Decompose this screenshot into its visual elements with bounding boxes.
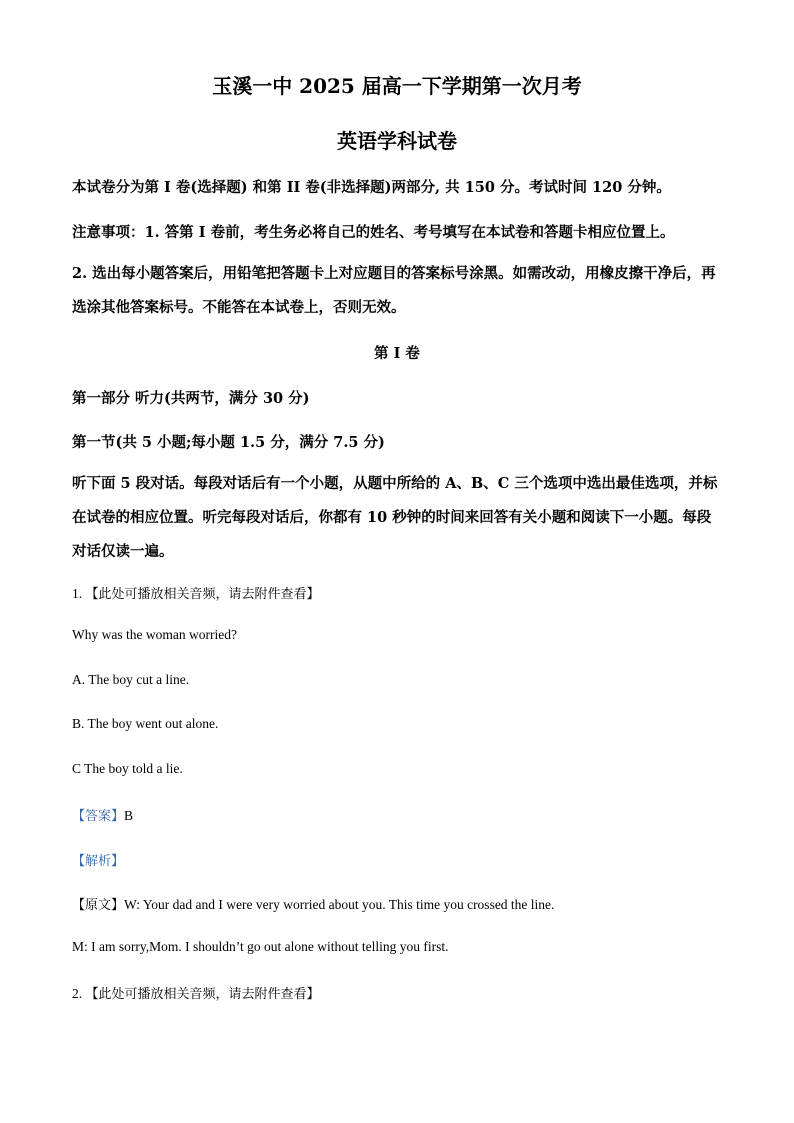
answer-value: B — [124, 808, 134, 823]
question-1-option-c: C The boy told a lie. — [72, 761, 183, 776]
intro-notice-1: 注意事项：1. 答第 I 卷前，考生务必将自己的姓名、考号填写在本试卷和答题卡相应位置上。 — [72, 224, 675, 241]
question-1-option-b: B. The boy went out alone. — [72, 716, 219, 731]
question-number: 2. — [72, 986, 83, 1001]
question-1-transcript-m: M: I am sorry,Mom. I shouldn’t go out alone without telling you first. — [72, 939, 449, 954]
question-1-analysis — [72, 850, 724, 869]
intro-notice-2: 2. 选出每小题答案后，用铅笔把答题卡上对应题目的答案标号涂黑。如需改动，用橡皮擦干净后，再选涂其他答案标号。不能答在本试卷上，否则无效。 — [72, 265, 716, 316]
audio-placeholder: 【此处可播放相关音频，请去附件查看】 — [85, 987, 320, 1002]
transcript-label: 【原文】 — [72, 898, 125, 913]
part1-heading: 第一部分 听力(共两节，满分 30 分) — [72, 390, 310, 407]
question-number: 1. — [72, 586, 83, 601]
listening-instructions: 听下面 5 段对话。每段对话后有一个小题，从题中所给的 A、B、C 三个选项中选出最佳选项，并标在试卷的相应位置。听完每段对话后，你都有 10 秒钟的时间来回答有关小题和阅读下一小题。每段对话仅读一遍。 — [72, 475, 718, 560]
question-1-option-a: A. The boy cut a line. — [72, 672, 190, 687]
question-1-stem: Why was the woman worried? — [72, 627, 237, 642]
page-title: 玉溪一中 2025 届高一下学期第一次月考 — [212, 74, 582, 98]
intro-paper-structure: 本试卷分为第 I 卷(选择题) 和第 II 卷(非选择题)两部分, 共 150 分。考试时间 120 分钟。 — [72, 179, 671, 196]
section1-heading: 第一节(共 5 小题;每小题 1.5 分，满分 7.5 分) — [72, 434, 385, 451]
volume-label: 第 I 卷 — [374, 345, 420, 362]
answer-label: 【答案】 — [72, 809, 125, 824]
transcript-woman: W: Your dad and I were very worried about you. This time you crossed the line. — [124, 897, 555, 912]
question-1-audio — [72, 583, 724, 602]
audio-placeholder: 【此处可播放相关音频，请去附件查看】 — [85, 587, 320, 602]
analysis-label: 【解析】 — [72, 854, 125, 869]
question-1-transcript-w — [72, 894, 724, 913]
page-subtitle: 英语学科试卷 — [337, 129, 457, 153]
question-2-audio — [72, 983, 724, 1002]
question-1-answer — [72, 805, 724, 824]
